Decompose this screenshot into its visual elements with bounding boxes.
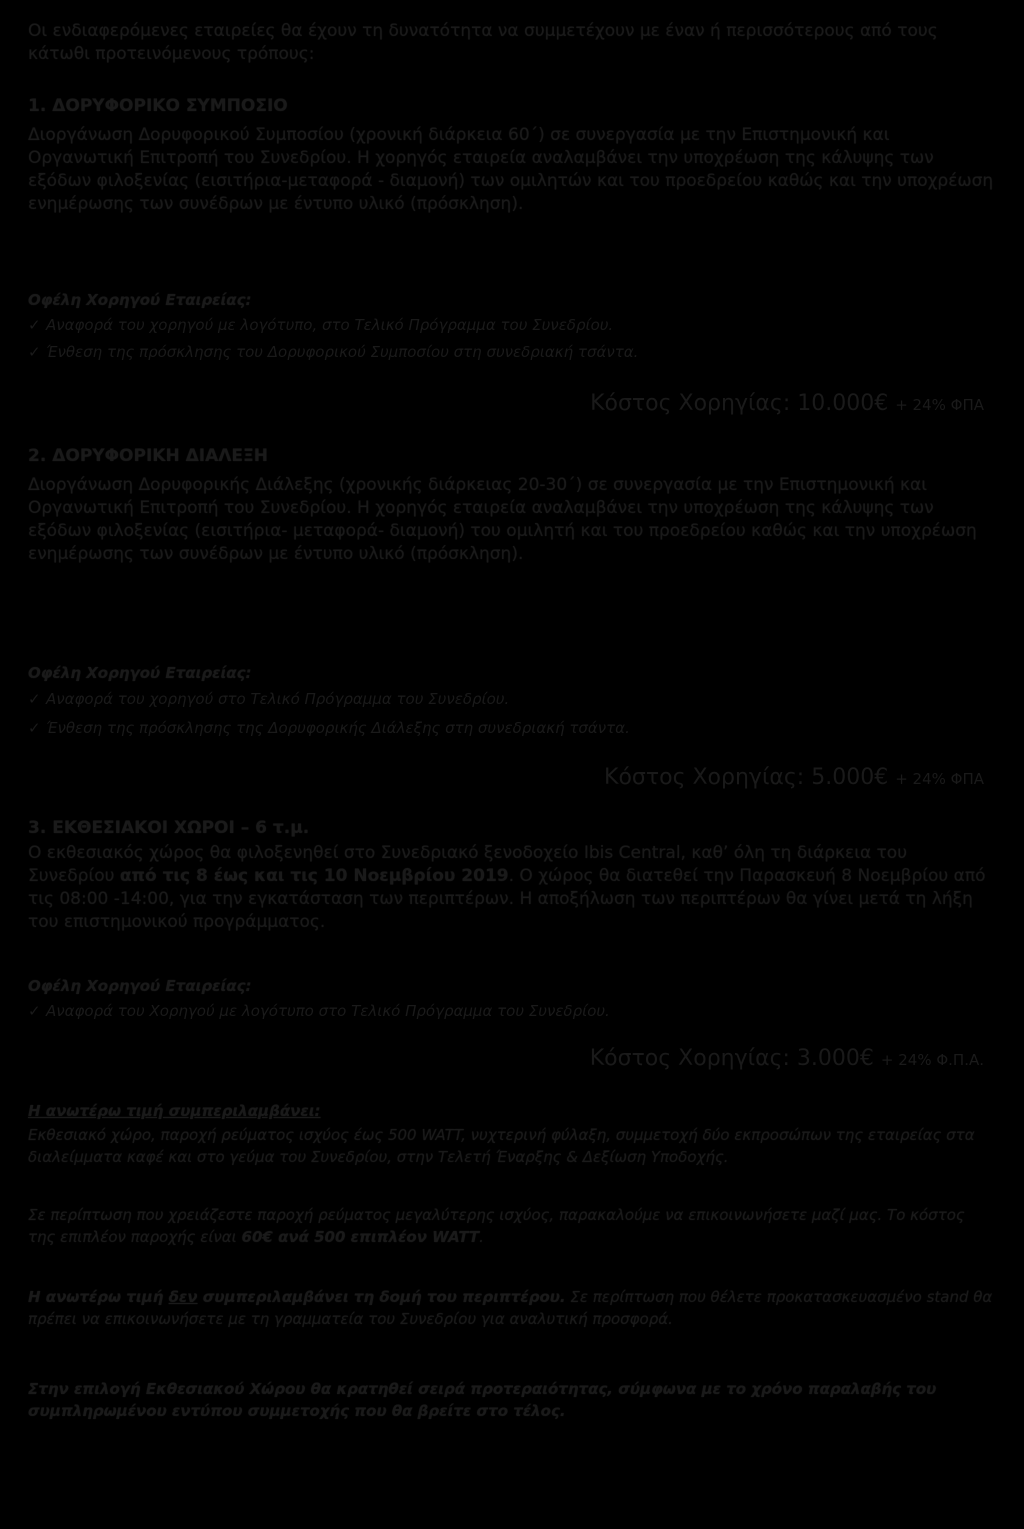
section-1-title: 1. ΔΟΡΥΦΟΡΙΚΟ ΣΥΜΠΟΣΙΟ [28, 96, 288, 116]
intro-text: Οι ενδιαφερόμενες εταιρείες θα έχουν τη δυνατότητα να συμμετέχουν με έναν ή περισσότερους από τους κάτωθι προτεινόμενους τρόπους: [28, 21, 938, 64]
section-2-benefit-2: ✓ Ένθεση της πρόσκλησης της Δορυφορικής Διάλεξης στη συνεδριακή τσάντα. [28, 719, 630, 737]
section-3-benefits-label: Οφέλη Χορηγού Εταιρείας: [28, 977, 252, 995]
includes-body: Εκθεσιακό χώρο, παροχή ρεύματος ισχύος έως 500 WATT, νυχτερινή φύλαξη, συμμετοχή δύο εκπροσώπων της εταιρείας στα διαλείμματα καφέ και στο γεύμα του Συνεδρίου, στην Τελετή Έναρξης & Δεξίωση Υποδοχής. [28, 1126, 975, 1166]
section-2-body: Διοργάνωση Δορυφορικής Διάλεξης (χρονικής διάρκειας 20-30΄) σε συνεργασία με την Επιστημονική και Οργανωτική Επιτροπή του Συνεδρίου. Η χορηγός εταιρεία αναλαμβάνει την υποχρέωση της κάλυψης των εξόδων φιλοξενίας (εισιτήρια- μεταφορά- διαμονή) του ομιλητή και του προεδρείου καθώς και την υποχρέωση ενημέρωσης των συνέδρων με έντυπο υλικό (πρόσκληση). [28, 475, 977, 564]
section-1-cost: Κόστος Χορηγίας: 10.000€ + 24% ΦΠΑ [590, 391, 984, 416]
section-1-benefit-1: ✓ Αναφορά του χορηγού με λογότυπο, στο Τελικό Πρόγραμμα του Συνεδρίου. [28, 316, 614, 334]
check-icon: ✓ [28, 316, 41, 334]
section-3-benefit-1: ✓ Αναφορά του Χορηγού με λογότυπο στο Τελικό Πρόγραμμα του Συνεδρίου. [28, 1002, 610, 1020]
section-3-body: Ο εκθεσιακός χώρος θα φιλοξενηθεί στο Συνεδριακό ξενοδοχείο Ibis Central, καθ’ όλη τη διάρκεια του Συνεδρίου από τις 8 έως και τις 10 Νοεμβρίου 2019. Ο χώρος θα διατεθεί την Παρασκευή 8 Νοεμβρίου από τις 08:00 -14:00, για την εγκατάσταση των περιπτέρων. Η αποξήλωση των περιπτέρων θα γίνει μετά τη λήξη του επιστημονικού προγράμματος. [28, 843, 986, 932]
exclusion-note: Η ανωτέρω τιμή δεν συμπεριλαμβάνει τη δομή του περιπτέρου. Σε περίπτωση που θέλετε προκατασκευασμένο stand θα πρέπει να επικοινωνήσετε με τη γραμματεία του Συνεδρίου για αναλυτική προσφορά. [28, 1288, 993, 1328]
section-2-benefits-label: Οφέλη Χορηγού Εταιρείας: [28, 664, 252, 682]
check-icon: ✓ [28, 690, 41, 708]
priority-note: Στην επιλογή Εκθεσιακού Χώρου θα κρατηθεί σειρά προτεραιότητας, σύμφωνα με το χρόνο παραλαβής του συμπληρωμένου εντύπου συμμετοχής που θα βρείτε στο τέλος. [28, 1380, 937, 1420]
section-3-cost: Κόστος Χορηγίας: 3.000€ + 24% Φ.Π.Α. [589, 1046, 984, 1071]
section-1-benefit-2: ✓ Ένθεση της πρόσκλησης του Δορυφορικού Συμποσίου στη συνεδριακή τσάντα. [28, 343, 639, 361]
section-1-body: Διοργάνωση Δορυφορικού Συμποσίου (χρονική διάρκεια 60΄) σε συνεργασία με την Επιστημονική και Οργανωτική Επιτροπή του Συνεδρίου. Η χορηγός εταιρεία αναλαμβάνει την υποχρέωση της κάλυψης των εξόδων φιλοξενίας (εισιτήρια-μεταφορά - διαμονή) των ομιλητών και του προεδρείου καθώς και την υποχρέωση ενημέρωσης των συνέδρων με έντυπο υλικό (πρόσκληση). [28, 125, 994, 214]
section-2-cost: Κόστος Χορηγίας: 5.000€ + 24% ΦΠΑ [604, 765, 984, 790]
check-icon: ✓ [28, 343, 41, 361]
section-3-title: 3. ΕΚΘΕΣΙΑΚΟΙ ΧΩΡΟΙ – 6 τ.μ. [28, 818, 310, 838]
check-icon: ✓ [28, 1002, 41, 1020]
power-note: Σε περίπτωση που χρειάζεστε παροχή ρεύματος μεγαλύτερης ισχύος, παρακαλούμε να επικοινωνήσετε μαζί μας. Το κόστος της επιπλέον παροχής είναι 60€ ανά 500 επιπλέον WATT. [28, 1206, 965, 1246]
section-2-benefit-1: ✓ Αναφορά του χορηγού στο Τελικό Πρόγραμμα του Συνεδρίου. [28, 690, 510, 708]
section-1-benefits-label: Οφέλη Χορηγού Εταιρείας: [28, 291, 252, 309]
check-icon: ✓ [28, 719, 41, 737]
section-2-title: 2. ΔΟΡΥΦΟΡΙΚΗ ΔΙΑΛΕΞΗ [28, 446, 268, 466]
includes-heading: Η ανωτέρω τιμή συμπεριλαμβάνει: [28, 1102, 321, 1120]
